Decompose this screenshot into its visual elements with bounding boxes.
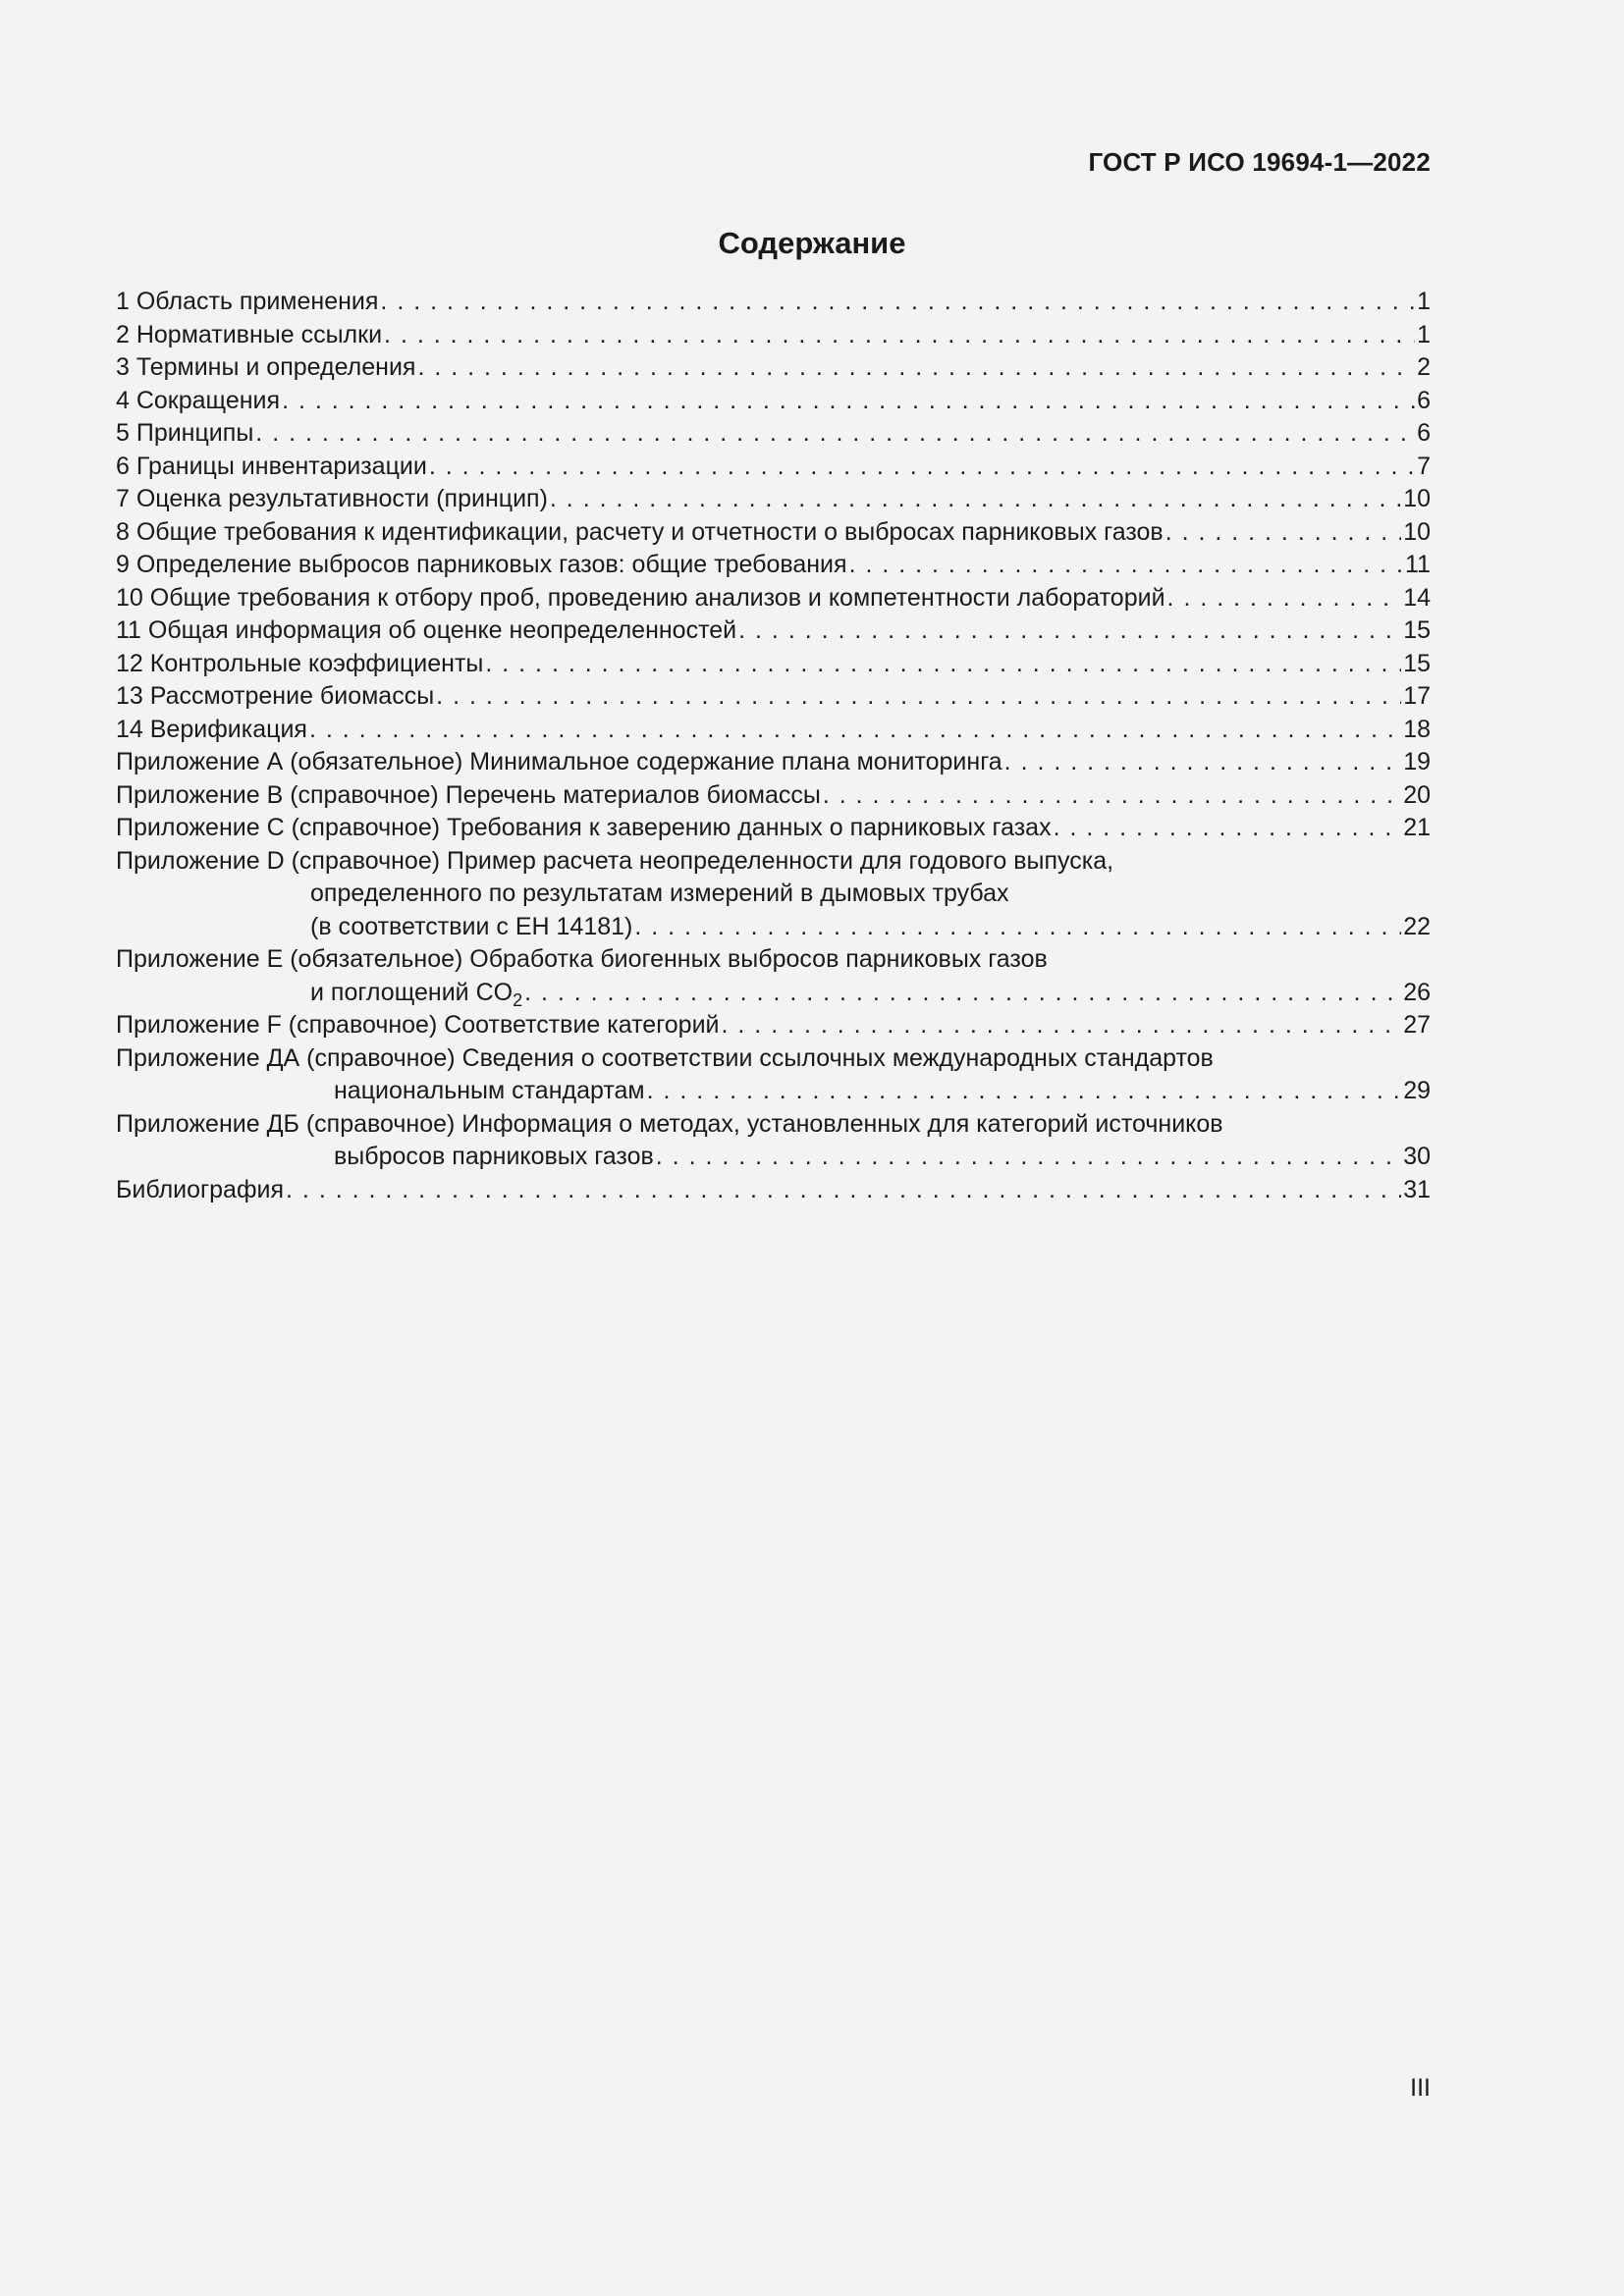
page-title: Содержание [718,226,906,260]
toc-leader-dots [255,417,1415,451]
toc-entry-page: 27 [1403,1011,1431,1039]
toc-entry[interactable] [116,680,1431,714]
toc-entry[interactable] [116,483,1431,516]
toc-entry-page: 7 [1417,452,1431,480]
toc-entry[interactable] [116,516,1431,550]
page-number: III [1410,2074,1431,2102]
toc-entry-title: 6 Границы инвентаризации [116,452,427,480]
toc-entry-page: 1 [1417,320,1431,348]
toc-leader-dots [656,1141,1401,1174]
toc-entry[interactable] [116,1108,1431,1174]
toc-entry-page: 18 [1403,715,1431,743]
toc-entry-title: Приложение Е (обязательное) Обработка биогенных выбросов парниковых газов [116,945,1048,973]
toc-entry-title: Приложение F (справочное) Соответствие категорий [116,1011,720,1039]
toc-entry-title: Приложение ДБ (справочное) Информация о методах, установленных для категорий источников [116,1109,1223,1138]
toc-leader-dots [823,779,1401,813]
toc-leader-dots [738,614,1401,648]
toc-entry-page: 31 [1403,1175,1431,1203]
toc-entry-page: 21 [1403,814,1431,841]
toc-entry[interactable] [116,582,1431,615]
toc-entry[interactable] [116,714,1431,747]
toc-entry[interactable] [116,943,1431,1009]
toc-entry-page: 1 [1417,288,1431,315]
toc-entry-title: 9 Определение выбросов парниковых газов: общие требования [116,551,847,578]
toc-entry-page: 26 [1403,978,1431,1006]
toc-entry-page: 22 [1403,912,1431,940]
toc-entry-page: 15 [1403,649,1431,677]
toc-entry-page: 15 [1403,616,1431,644]
toc-entry-title: Приложение ДА (справочное) Сведения о соответствии ссылочных международных стандартов [116,1043,1214,1072]
toc-leader-dots [722,1009,1402,1042]
toc-entry-page: 10 [1403,517,1431,546]
toc-leader-dots [485,648,1401,681]
toc-leader-dots [282,385,1415,418]
toc-leader-dots [1004,746,1402,779]
toc-entry[interactable] [116,385,1431,418]
toc-leader-dots [286,1174,1401,1207]
toc-entry-page: 17 [1403,682,1431,710]
toc-entry-title-continued: национальным стандартам [334,1077,645,1104]
toc-entry[interactable] [116,351,1431,385]
toc-entry-title: Приложение D (справочное) Пример расчета неопределенности для годового выпуска, [116,846,1114,875]
toc-entry-title: 4 Сокращения [116,386,281,414]
toc-entry[interactable] [116,614,1431,648]
toc-entry[interactable] [116,417,1431,451]
toc-entry[interactable] [116,648,1431,681]
toc-leader-dots [1165,516,1402,550]
toc-leader-dots [1167,582,1402,615]
toc-entry-page: 10 [1403,485,1431,512]
toc-entry-page: 29 [1403,1077,1431,1104]
toc-entry[interactable] [116,746,1431,779]
toc-entry-page: 6 [1417,386,1431,414]
toc-entry-title: 5 Принципы [116,419,254,447]
toc-leader-dots [524,977,1401,1010]
toc-entry[interactable] [116,1174,1431,1207]
toc-entry-title: 2 Нормативные ссылки [116,320,383,348]
toc-entry-title: Приложение В (справочное) Перечень материалов биомассы [116,780,821,809]
toc-entry-title: 8 Общие требования к идентификации, расчету и отчетности о выбросах парниковых газов [116,517,1164,546]
toc-leader-dots [550,483,1401,516]
toc-leader-dots [380,286,1415,319]
toc-entry-title: 11 Общая информация об оценке неопределенностей [116,616,737,644]
document-header-id: ГОСТ Р ИСО 19694-1—2022 [1088,147,1431,177]
toc-entry-title: 14 Верификация [116,715,307,743]
toc-leader-dots [647,1075,1402,1108]
toc-entry-title: 3 Термины и определения [116,353,416,381]
toc-entry-page: 20 [1403,780,1431,809]
co2-subscript: 2 [513,989,523,1010]
toc-entry-page: 19 [1403,748,1431,775]
toc-entry-title-continued: выбросов парниковых газов [334,1143,654,1170]
toc-leader-dots [417,351,1415,385]
toc-entry[interactable] [116,812,1431,845]
toc-entry-page: 14 [1403,583,1431,612]
toc-entry-page: 2 [1417,353,1431,381]
toc-entry-title: 10 Общие требования к отбору проб, проведению анализов и компетентности лабораторий [116,583,1165,612]
toc-entry[interactable] [116,549,1431,582]
toc-entry-title: 13 Рассмотрение биомассы [116,682,435,710]
toc-entry[interactable] [116,451,1431,484]
co2-text: и поглощений CO [310,978,514,1006]
toc-leader-dots [436,680,1401,714]
toc-entry-title: Приложение С (справочное) Требования к заверению данных о парниковых газах [116,814,1052,841]
toc-leader-dots [634,911,1401,944]
toc-entry-page: 11 [1405,551,1431,578]
toc-entry-title-continued: (в соответствии с ЕН 14181) [310,912,633,940]
toc-entry-title: 7 Оценка результативности (принцип) [116,485,548,512]
toc-entry[interactable] [116,1042,1431,1108]
toc-entry-title-continued: определенного по результатам измерений в дымовых трубах [310,880,1009,907]
toc-entry-title-continued [310,977,522,1010]
toc-entry-title: Приложение А (обязательное) Минимальное содержание плана мониторинга [116,748,1002,775]
toc-entry-page: 30 [1403,1143,1431,1170]
table-of-contents [116,286,1431,1206]
toc-entry-page: 6 [1417,419,1431,447]
toc-entry[interactable] [116,845,1431,944]
toc-leader-dots [384,319,1415,352]
toc-leader-dots [1054,812,1402,845]
toc-entry[interactable] [116,319,1431,352]
toc-leader-dots [429,451,1415,484]
toc-entry[interactable] [116,1009,1431,1042]
toc-entry-title: 1 Область применения [116,288,379,315]
toc-leader-dots [849,549,1403,582]
toc-entry-title: Библиография [116,1175,285,1203]
toc-leader-dots [309,714,1401,747]
toc-entry[interactable] [116,286,1431,319]
toc-entry-title: 12 Контрольные коэффициенты [116,649,484,677]
toc-entry[interactable] [116,779,1431,813]
